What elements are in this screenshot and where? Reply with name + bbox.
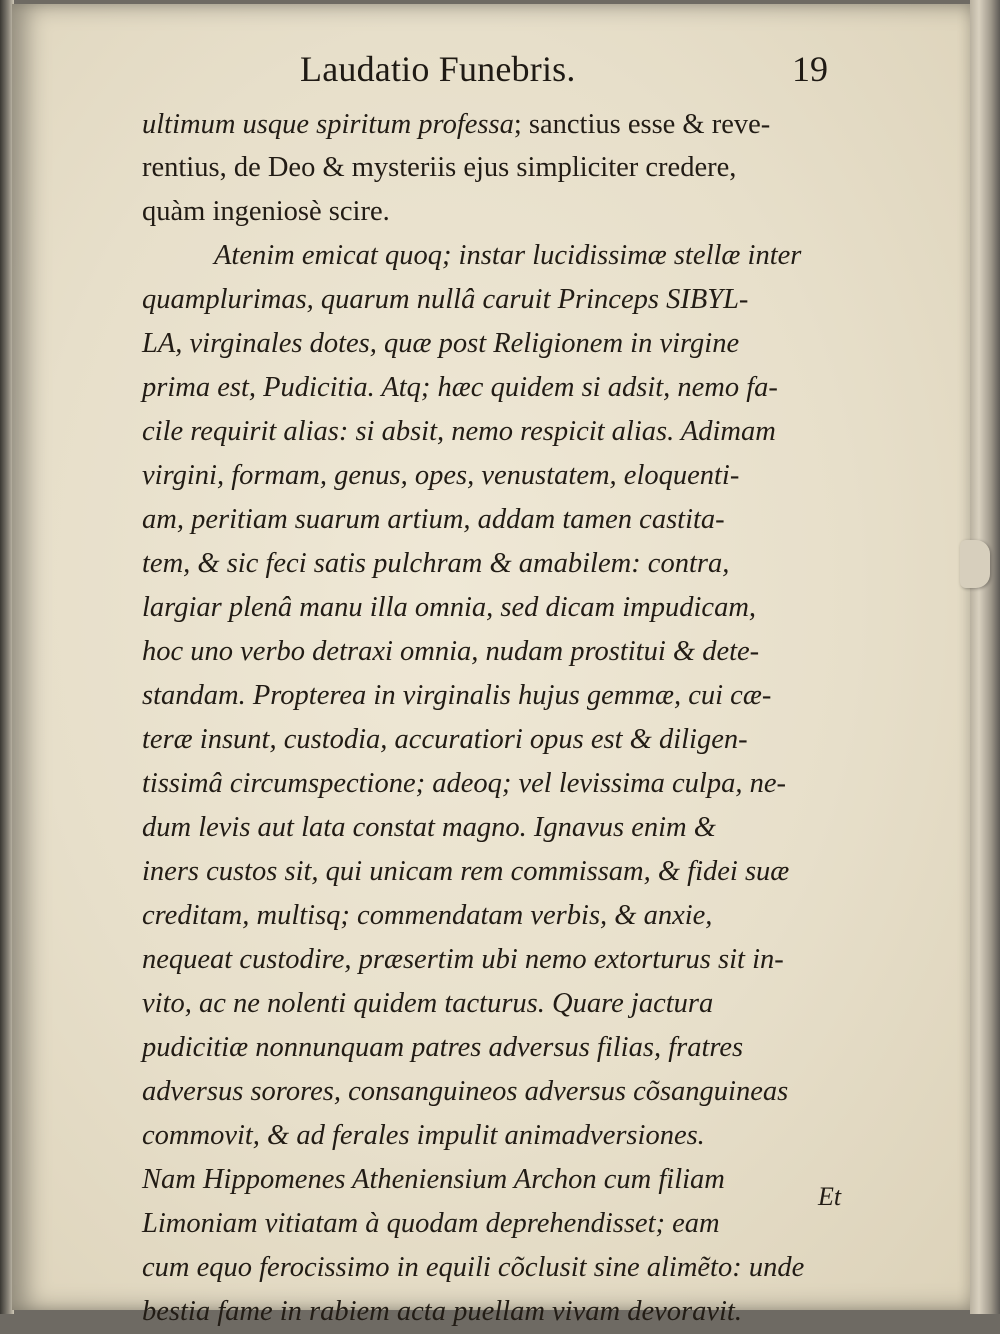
text-line-1-italic: ultimum usque spiritum professa <box>142 109 514 140</box>
body-text <box>142 102 862 1334</box>
text-line-24: commovit, & ad ferales impulit animadversiones. <box>142 1120 705 1151</box>
text-line-9: virgini, formam, genus, opes, venustatem, eloquenti- <box>142 460 740 491</box>
text-line-23: adversus sorores, consanguineos adversus cõsanguineas <box>142 1076 789 1107</box>
text-line-21: vito, ac ne nolenti quidem tacturus. Quare jactura <box>142 988 714 1019</box>
page-fore-edge <box>970 0 1000 1314</box>
text-line-26: Limoniam vitiatam à quodam deprehendisset; eam <box>142 1208 720 1239</box>
text-line-11: tem, & sic feci satis pulchram & amabilem: contra, <box>142 548 730 579</box>
text-line-20: nequeat custodire, præsertim ubi nemo extorturus sit in- <box>142 944 784 975</box>
text-line-7: prima est, Pudicitia. Atq; hæc quidem si adsit, nemo fa- <box>142 372 778 403</box>
book-page <box>12 4 972 1327</box>
text-line-2: rentius, de Deo & mysteriis ejus simpliciter credere, <box>142 152 737 183</box>
running-title: Laudatio Funebris. <box>300 49 576 89</box>
text-line-19: creditam, multisq; commendatam verbis, & anxie, <box>142 900 713 931</box>
page-number: 19 <box>792 49 828 89</box>
text-line-10: am, peritiam suarum artium, addam tamen castita- <box>142 504 725 535</box>
text-line-12: largiar plenâ manu illa omnia, sed dicam impudicam, <box>142 592 757 623</box>
text-line-15: teræ insunt, custodia, accuratiori opus est & diligen- <box>142 724 748 755</box>
text-line-1 <box>142 102 862 146</box>
text-line-25: Nam Hippomenes Atheniensium Archon cum filiam <box>142 1164 725 1195</box>
text-line-1-roman: ; sanctius esse & reve- <box>513 109 771 140</box>
text-line-14: standam. Propterea in virginalis hujus gemmæ, cui cæ- <box>142 680 772 711</box>
text-line-17: dum levis aut lata constat magno. Ignavus enim & <box>142 812 716 843</box>
text-line-4-paragraph-start: Atenim emicat quoq; instar lucidissimæ stellæ inter <box>214 240 802 271</box>
page-tab <box>960 540 990 588</box>
text-line-16: tissimâ circumspectione; adeoq; vel levissima culpa, ne- <box>142 768 786 799</box>
text-line-18: iners custos sit, qui unicam rem commissam, & fidei suæ <box>142 856 790 887</box>
text-line-8: cile requirit alias: si absit, nemo respicit alias. Adimam <box>142 416 776 447</box>
text-line-13: hoc uno verbo detraxi omnia, nudam prostitui & dete- <box>142 636 760 667</box>
text-line-22: pudicitiæ nonnunquam patres adversus filias, fratres <box>142 1032 744 1063</box>
text-line-27: cum equo ferocissimo in equili cõclusit sine alimẽto: unde <box>142 1252 805 1283</box>
text-line-3: quàm ingeniosè scire. <box>142 196 390 227</box>
text-line-28: bestia fame in rabiem acta puellam vivam devoravit. <box>142 1296 742 1327</box>
text-line-6: LA, virginales dotes, quæ post Religionem in virgine <box>142 328 740 359</box>
catchword: Et <box>818 1182 842 1211</box>
text-line-5: quamplurimas, quarum nullâ caruit Princeps SIBYL- <box>142 284 749 315</box>
page-header <box>12 48 972 94</box>
